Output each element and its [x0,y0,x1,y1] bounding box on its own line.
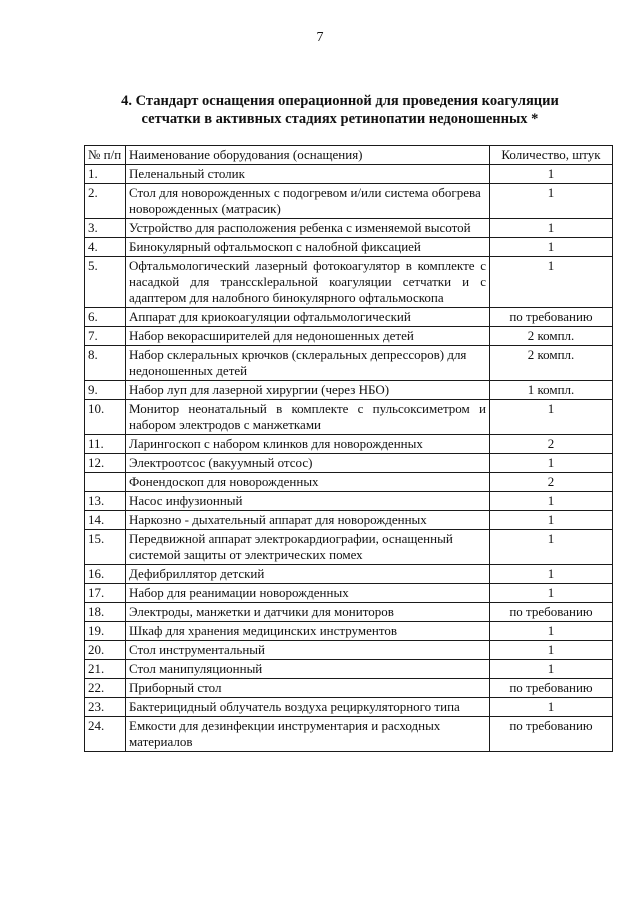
table-row [85,219,613,238]
equipment-name: Набор луп для лазерной хирургии (через НБО) [126,381,490,400]
equipment-name: Устройство для расположения ребенка с изменяемой высотой [126,219,490,238]
equipment-quantity: 1 [490,257,613,308]
equipment-quantity: 1 [490,584,613,603]
equipment-name: Дефибриллятор детский [126,565,490,584]
header-name: Наименование оборудования (оснащения) [126,146,490,165]
row-number: 3. [85,219,126,238]
equipment-quantity: 1 [490,454,613,473]
equipment-quantity: 2 [490,435,613,454]
table-row [85,492,613,511]
header-qty: Количество, штук [490,146,613,165]
equipment-name: Набор для реанимации новорожденных [126,584,490,603]
table-row [85,511,613,530]
equipment-quantity: по требованию [490,308,613,327]
row-number: 13. [85,492,126,511]
equipment-name: Аппарат для криокоагуляции офтальмологический [126,308,490,327]
equipment-quantity: 1 [490,698,613,717]
equipment-name: Офтальмологический лазерный фотокоагулятор в комплекте с насадкой для трансскleральной коагуляции сетчатки и с адаптером для налобного бинокулярного офтальмоскопа [126,257,490,308]
table-row [85,238,613,257]
table-row [85,660,613,679]
equipment-quantity: 2 компл. [490,327,613,346]
row-number: 2. [85,184,126,219]
table-header-row [85,146,613,165]
table-row [85,165,613,184]
equipment-name: Шкаф для хранения медицинских инструментов [126,622,490,641]
table-row [85,641,613,660]
equipment-quantity: по требованию [490,679,613,698]
equipment-quantity: 2 [490,473,613,492]
equipment-name: Стол манипуляционный [126,660,490,679]
row-number [85,473,126,492]
equipment-name: Насос инфузионный [126,492,490,511]
row-number: 11. [85,435,126,454]
equipment-quantity: 1 [490,165,613,184]
equipment-name: Электроотсос (вакуумный отсос) [126,454,490,473]
row-number: 1. [85,165,126,184]
table-row [85,346,613,381]
equipment-name: Передвижной аппарат электрокардиографии, оснащенный системой защиты от электрических помех [126,530,490,565]
row-number: 6. [85,308,126,327]
equipment-name: Емкости для дезинфекции инструментария и расходных материалов [126,717,490,752]
equipment-quantity: 1 [490,400,613,435]
row-number: 21. [85,660,126,679]
equipment-name: Набор склеральных крючков (склеральных депрессоров) для недоношенных детей [126,346,490,381]
row-number: 24. [85,717,126,752]
equipment-quantity: 1 компл. [490,381,613,400]
equipment-name: Бактерицидный облучатель воздуха рециркуляторного типа [126,698,490,717]
table-row [85,381,613,400]
equipment-quantity: 1 [490,238,613,257]
table-row [85,184,613,219]
equipment-quantity: 1 [490,641,613,660]
row-number: 7. [85,327,126,346]
equipment-name: Фонендоскоп для новорожденных [126,473,490,492]
row-number: 8. [85,346,126,381]
equipment-name: Бинокулярный офтальмоскоп с налобной фиксацией [126,238,490,257]
row-number: 19. [85,622,126,641]
row-number: 17. [85,584,126,603]
equipment-quantity: 2 компл. [490,346,613,381]
equipment-name: Монитор неонатальный в комплекте с пульсоксиметром и набором электродов с манжетками [126,400,490,435]
document-title [60,92,620,128]
row-number: 5. [85,257,126,308]
equipment-quantity: 1 [490,660,613,679]
equipment-name: Наркозно - дыхательный аппарат для новорожденных [126,511,490,530]
row-number: 18. [85,603,126,622]
equipment-quantity: 1 [490,184,613,219]
table-row [85,454,613,473]
equipment-quantity: 1 [490,565,613,584]
row-number: 23. [85,698,126,717]
table-row [85,679,613,698]
equipment-quantity: по требованию [490,717,613,752]
row-number: 15. [85,530,126,565]
equipment-name: Стол инструментальный [126,641,490,660]
table-row [85,327,613,346]
equipment-quantity: по требованию [490,603,613,622]
equipment-quantity: 1 [490,511,613,530]
row-number: 22. [85,679,126,698]
equipment-quantity: 1 [490,622,613,641]
equipment-name: Электроды, манжетки и датчики для мониторов [126,603,490,622]
title-line-1: 4. Стандарт оснащения операционной для проведения коагуляции [121,93,559,109]
equipment-table [84,145,613,752]
page-number: 7 [316,30,324,45]
equipment-quantity: 1 [490,219,613,238]
table-row [85,717,613,752]
table-row [85,603,613,622]
row-number: 9. [85,381,126,400]
title-line-2: сетчатки в активных стадиях ретинопатии недоношенных * [141,111,539,127]
equipment-quantity: 1 [490,492,613,511]
equipment-name: Ларингоскоп с набором клинков для новорожденных [126,435,490,454]
row-number: 16. [85,565,126,584]
header-num: № п/п [85,146,126,165]
table-row [85,698,613,717]
equipment-name: Пеленальный столик [126,165,490,184]
equipment-quantity: 1 [490,530,613,565]
equipment-name: Стол для новорожденных с подогревом и/или система обогрева новорожденных (матрасик) [126,184,490,219]
equipment-name: Набор векорасширителей для недоношенных детей [126,327,490,346]
table-row [85,257,613,308]
row-number: 10. [85,400,126,435]
table-row [85,530,613,565]
row-number: 12. [85,454,126,473]
table-row [85,584,613,603]
row-number: 4. [85,238,126,257]
table-row [85,308,613,327]
row-number: 20. [85,641,126,660]
equipment-name: Приборный стол [126,679,490,698]
row-number: 14. [85,511,126,530]
table-row [85,400,613,435]
table-row [85,473,613,492]
table-row [85,435,613,454]
table-row [85,565,613,584]
table-row [85,622,613,641]
